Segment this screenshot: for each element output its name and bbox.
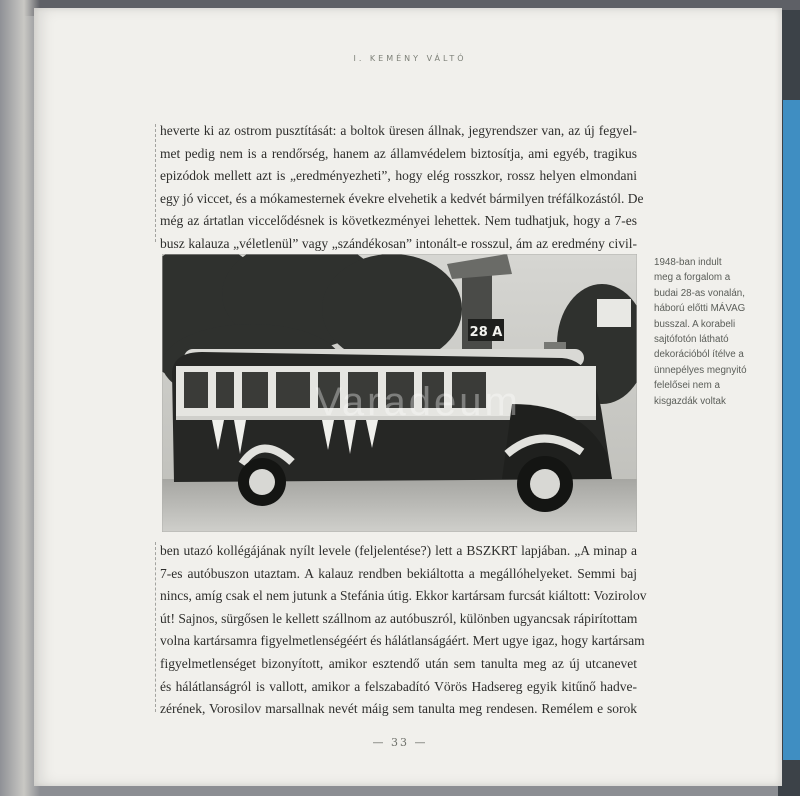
margin-rule-top bbox=[155, 124, 156, 242]
text-line: zérének, Vorosilov marsallnak nevét máig sem tanulta meg rendesen. Remélem e sorok bbox=[160, 701, 637, 717]
page-number: — 33 — bbox=[372, 736, 428, 749]
text-line: figyelmetlenséget bizonyított, amikor esztendő után sem tanulta meg az új utcanevet bbox=[160, 655, 637, 671]
text-line: heverte ki az ostrom pusztítását: a boltok üresen állnak, jegyrendszer van, az új fegyel- bbox=[160, 123, 637, 138]
text-line: epizódok mellett azt is „eredményezheti”, hogy elég rosszkor, rossz helyen elmondani bbox=[160, 168, 637, 184]
watermark: Varadeum bbox=[315, 380, 521, 424]
book-edge-blue bbox=[783, 100, 800, 760]
route-sign: 28 A bbox=[469, 325, 503, 340]
body-text-top bbox=[160, 120, 644, 256]
text-line: 7-es autóbuszon utaztam. A kalauz rendben bekiáltotta a megállóhelyeket. Semmi baj bbox=[160, 565, 637, 581]
caption-line: felelősei nem a bbox=[654, 380, 720, 392]
text-line: nincs, amíg csak el nem jutunk a Stefánia útig. Ekkor kartársam furcsát kiáltott: Vozirolov bbox=[160, 588, 647, 604]
caption-line: 1948-ban indult bbox=[654, 257, 722, 268]
caption-line: meg a forgalom a bbox=[654, 272, 731, 284]
running-head: I. KEMÉNY VÁLTÓ bbox=[353, 54, 467, 63]
margin-rule-bottom bbox=[155, 542, 156, 712]
text-line: ben utazó kollégájának nyílt levele (feljelentése?) lett a BSZKRT lapjában. „A minap a bbox=[160, 543, 637, 558]
text-line: volna kartársamra figyelmetlenségéért és hálátlanságáért. Mert ugye igaz, hogy kartársam bbox=[160, 633, 645, 649]
caption-line: budai 28-as vonalán, bbox=[654, 287, 745, 299]
photo-caption bbox=[654, 255, 764, 409]
text-line: met pedig nem is a rendőrség, hanem az államvédelem biztosítja, ami egyéb, tragikus bbox=[160, 145, 637, 161]
text-line: busz kalauza „véletlenül” vagy „szándékosan” intonált-e rosszul, ám az eredmény civil- bbox=[160, 235, 637, 251]
caption-line: dekorációból ítélve a bbox=[654, 349, 744, 361]
text-line: út! Sajnos, sürgősen le kellett szállnom az autóbuszról, különben ugyancsak rápirítottam bbox=[160, 610, 638, 626]
caption-line: sajtófotón látható bbox=[654, 334, 729, 346]
text-line: még az ártatlan viccelődésnek is következményei lehettek. Nem tudhatjuk, hogy a 7-es bbox=[160, 213, 637, 229]
page-gutter-shadow bbox=[0, 0, 40, 796]
caption-line: ünnepélyes megnyitó bbox=[654, 364, 747, 376]
caption-line: kisgazdák voltak bbox=[654, 395, 726, 407]
text-line: egy jó viccet, és a mókamesternek évekre elvehetik a kedvét bármilyen tréfálkozástól. De bbox=[160, 190, 644, 206]
caption-line: háború előtti MÁVAG bbox=[654, 303, 746, 315]
text-line: és hálátlanságról is vallott, amikor a felszabadító Vörös Hadsereg egyik kitűnő hadve- bbox=[160, 678, 637, 694]
caption-line: busszal. A korabeli bbox=[654, 318, 736, 330]
body-text-bottom bbox=[160, 540, 647, 721]
